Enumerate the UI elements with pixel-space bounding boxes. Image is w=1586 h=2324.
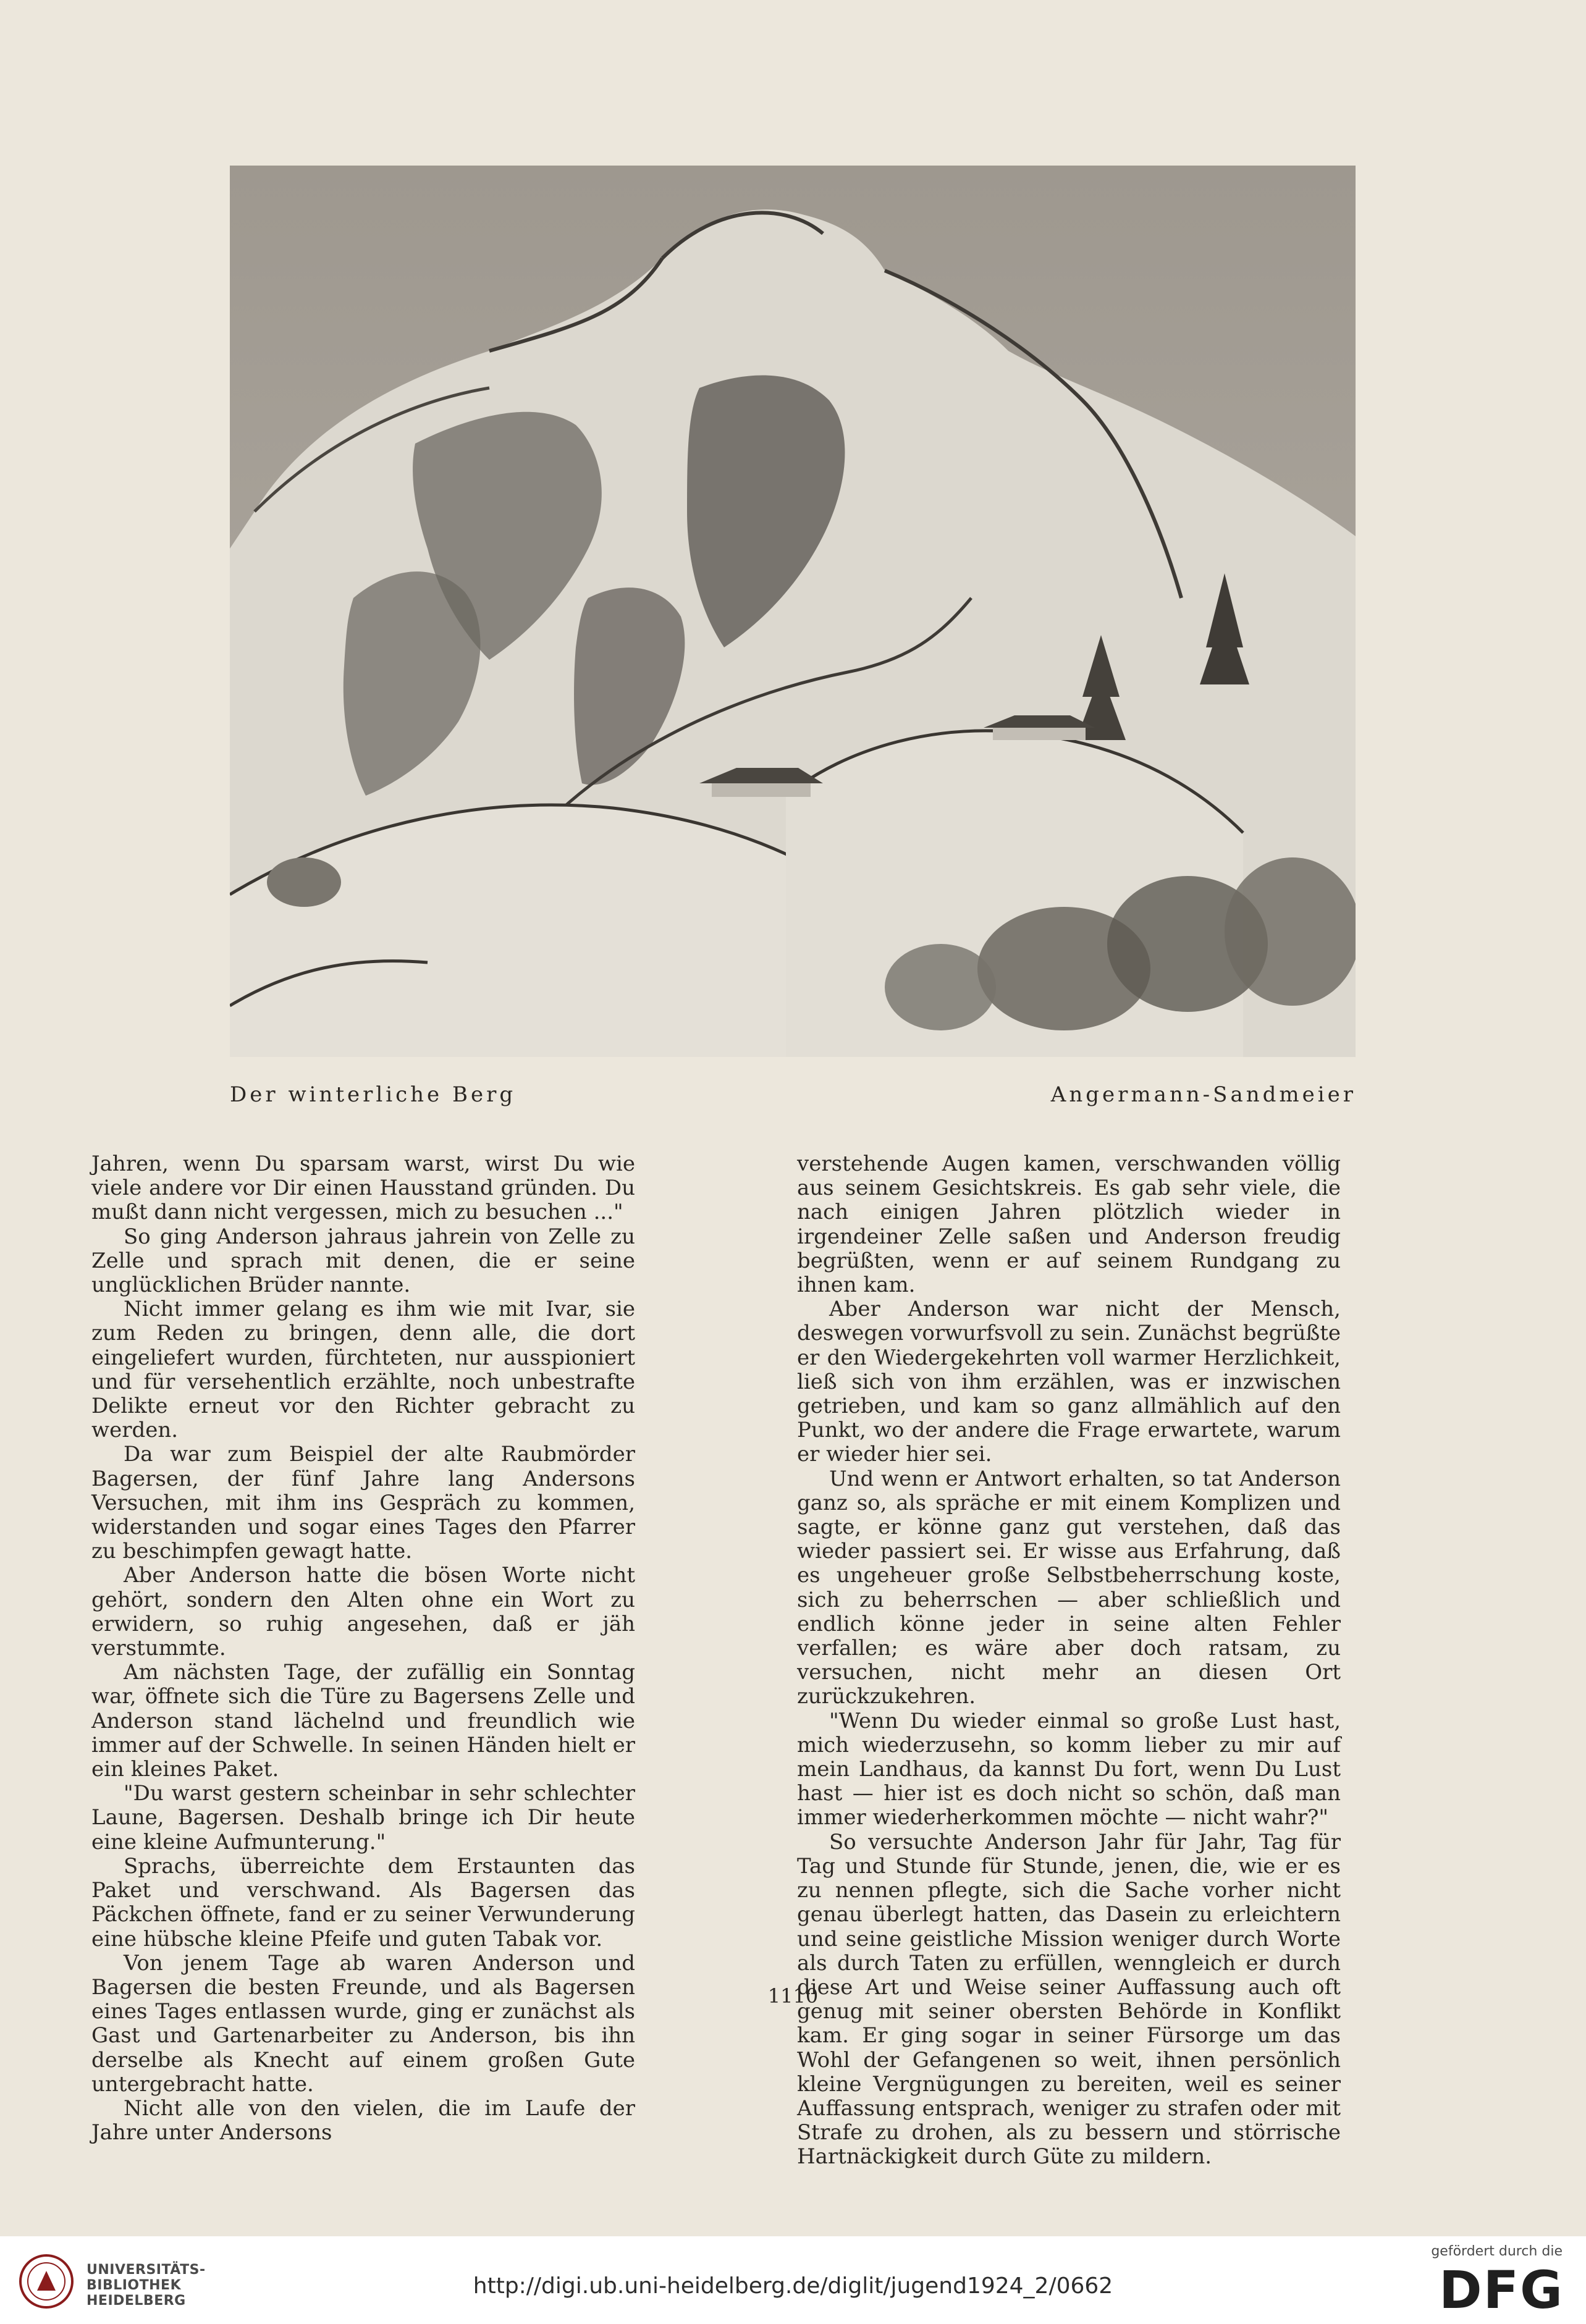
illustration-artist: Angermann-Sandmeier <box>1050 1082 1356 1107</box>
page-number: 1110 <box>767 1984 819 2008</box>
permalink-url[interactable]: http://digi.ub.uni-heidelberg.de/diglit/jugend1924_2/0662 <box>473 2273 1113 2299</box>
paragraph: So versuchte Anderson Jahr für Jahr, Tag für Tag und Stunde für Stunde, jenen, die, wie er es zu nennen pflegte, sich die Sache vorher nicht genau überlegt hatten, das Dasein zu erleichtern und seine geistliche Mission weniger durch Worte als durch Taten zu erfüllen, wenngleich er durch diese Art und Weise seiner Auffassung auch oft genug mit seiner obersten Behörde in Konflikt kam. Er ging sogar in seiner Fürsorge um das Wohl der Gefangenen so weit, ihnen persönlich kleine Vergnügungen zu bereiten, weil es seiner Auffassung entsprach, weniger zu strafen oder mit Strafe zu drohen, als zu bessern und störrische Hartnäckigkeit durch Güte zu mildern. <box>797 1829 1341 2170</box>
paragraph: Da war zum Beispiel der alte Raubmörder Bagersen, der fünf Jahre lang Andersons Versuchen, mit ihm ins Gespräch zu kommen, widerstanden und sogar eines Tages den Pfarrer zu beschimpfen gewagt hatte. <box>91 1442 635 1564</box>
paragraph: Aber Anderson war nicht der Mensch, deswegen vorwurfsvoll zu sein. Zunächst begrüßte er den Wiedergekehrten voll warmer Herzlichkeit, ließ sich von ihm erzählen, was er inzwischen getrieben, und kam so ganz allmählich auf den Punkt, wo der andere die Frage erwartete, warum er wieder hier sei. <box>797 1297 1341 1467</box>
viewer-footer <box>0 2236 1586 2324</box>
library-name-line: UNIVERSITÄTS- <box>86 2262 206 2278</box>
winter-mountain-drawing <box>230 166 1356 1057</box>
library-name-line: HEIDELBERG <box>86 2293 186 2309</box>
paragraph: Sprachs, überreichte dem Erstaunten das Paket und verschwand. Als Bagersen das Päckchen öffnete, fand er zu seiner Verwunderung eine hübsche kleine Pfeife und guten Tabak vor. <box>91 1853 635 1951</box>
paragraph: So ging Anderson jahraus jahrein von Zelle zu Zelle und sprach mit denen, die er seine unglücklichen Brüder nannte. <box>91 1224 635 1298</box>
paragraph: Von jenem Tage ab waren Anderson und Bagersen die besten Freunde, und als Bagersen eines Tages entlassen wurde, ging er zunächst als Gast und Gartenarbeiter zu Anderson, bis ihn derselbe als Knecht auf einem großen Gute untergebracht hatte. <box>91 1950 635 2097</box>
illustration-title: Der winterliche Berg <box>230 1082 517 1107</box>
library-name-line: BIBLIOTHEK <box>86 2278 182 2293</box>
paragraph: Aber Anderson hatte die bösen Worte nicht gehört, sondern den Alten ohne ein Wort zu erwidern, so ruhig angesehen, daß er jäh verstummte. <box>91 1563 635 1661</box>
right-text-column <box>797 1152 1341 2170</box>
paragraph: "Wenn Du wieder einmal so große Lust hast, mich wiederzusehn, so komm lieber zu mir auf mein Landhaus, da kannst Du fort, wenn Du Lust hast — hier ist es doch nicht so schön, daß man immer wiederherkommen möchte — nicht wahr?" <box>797 1708 1341 1830</box>
mountain-illustration <box>230 166 1356 1057</box>
paragraph: Nicht alle von den vielen, die im Laufe der Jahre unter Andersons <box>91 2095 635 2145</box>
paragraph: Am nächsten Tage, der zufällig ein Sonntag war, öffnete sich die Türe zu Bagersens Zelle und Anderson stand lächelnd und freundlich wie immer auf der Schwelle. In seinen Händen hielt er ein kleines Paket. <box>91 1660 635 1782</box>
paragraph: Nicht immer gelang es ihm wie mit Ivar, sie zum Reden zu bringen, denn alle, die dort eingeliefert wurden, fürchteten, nur ausspioniert und für versehentlich erzählte, noch unbestrafte Delikte erneut vor den Richter gebracht zu werden. <box>91 1297 635 1443</box>
sponsor-text: gefördert durch die <box>1431 2244 1563 2259</box>
paragraph: verstehende Augen kamen, verschwanden völlig aus seinem Gesichtskreis. Es gab sehr viele, die nach einigen Jahren plötzlich wieder in irgendeiner Zelle saßen und Anderson freudig begrüßten, wenn er auf seinem Rundgang zu ihnen kam. <box>797 1151 1341 1298</box>
paragraph: Jahren, wenn Du sparsam warst, wirst Du wie viele andere vor Dir einen Hausstand gründen. Du mußt dann nicht vergessen, mich zu besuchen ..." <box>91 1151 635 1225</box>
paragraph: "Du warst gestern scheinbar in sehr schlechter Laune, Bagersen. Deshalb bringe ich Dir heute eine kleine Aufmunterung." <box>91 1781 635 1855</box>
paragraph: Und wenn er Antwort erhalten, so tat Anderson ganz so, als spräche er mit einem Komplizen und sagte, er könne ganz gut verstehen, daß das wieder passiert sei. Er wisse aus Erfahrung, daß es ungeheuer große Selbstbeherrschung koste, sich zu beherrschen — aber schließlich und endlich könne jeder in seine alten Fehler verfallen; es wäre aber doch ratsam, zu versuchen, nicht mehr an diesen Ort zurückzukehren. <box>797 1466 1341 1709</box>
dfg-logo[interactable]: DFG <box>1438 2260 1564 2320</box>
